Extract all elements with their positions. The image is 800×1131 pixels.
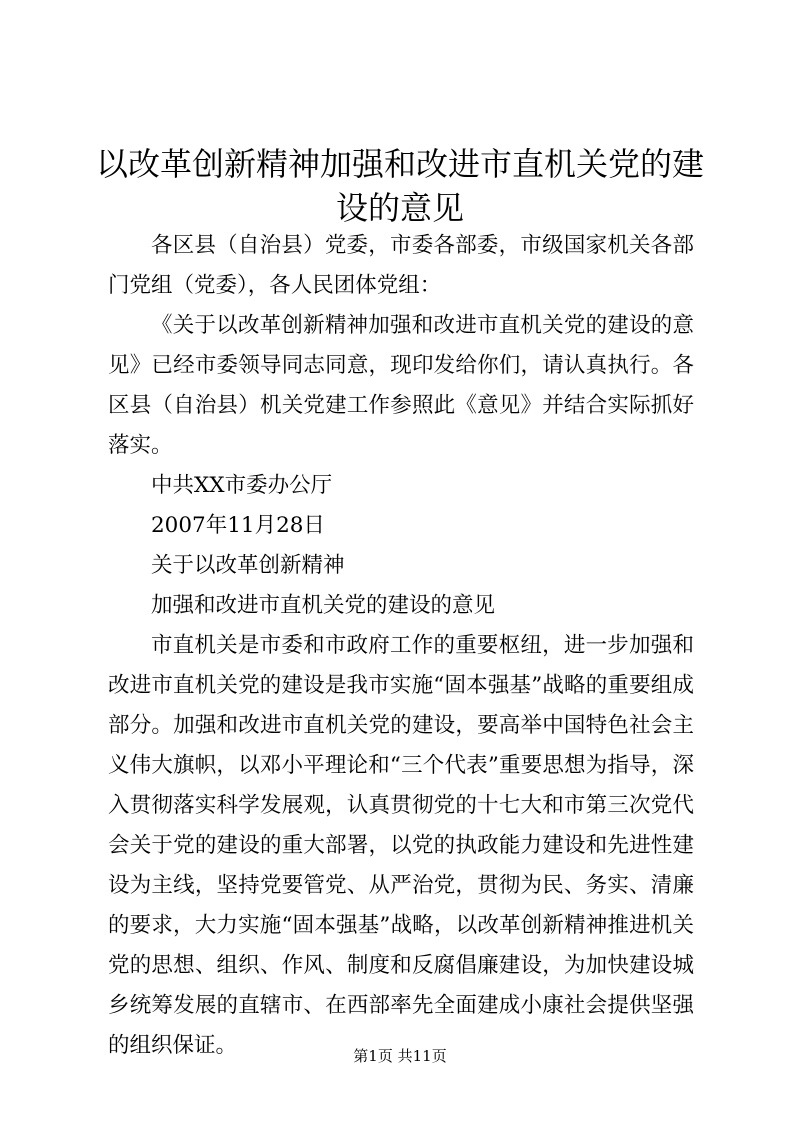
- page-indicator: 第1页 共11页: [353, 1047, 447, 1065]
- body-paragraph: 市直机关是市委和市政府工作的重要枢纽，进一步加强和改进市直机关党的建设是我市实施“固本强基”战略的重要组成部分。加强和改进市直机关党的建设，要高举中国特色社会主义伟大旗帜，以邓小平理论和“三个代表”重要思想为指导，深入贯彻落实科学发展观，认真贯彻党的十七大和市第三次党代会关于党的建设的重大部署，以党的执政能力建设和先进性建设为主线，坚持党要管党、从严治党，贯彻为民、务实、清廉的要求，大力实施“固本强基”战略，以改革创新精神推进机关党的思想、组织、作风、制度和反腐倡廉建设，为加快建设城乡统筹发展的直辖市、在西部率先全面建成小康社会提供坚强的组织保证。: [108, 633, 694, 1058]
- issuer-line: 中共XX市委办公厅: [151, 473, 333, 498]
- subtitle-line-2: 加强和改进市直机关党的建设的意见: [151, 593, 496, 618]
- document-body: [108, 226, 694, 1066]
- subtitle-line-1: 关于以改革创新精神: [151, 553, 345, 578]
- document-title: 以改革创新精神加强和改进市直机关党的建设的意见: [95, 145, 704, 227]
- notice-paragraph: 《关于以改革创新精神加强和改进市直机关党的建设的意见》已经市委领导同志同意，现印发给你们，请认真执行。各区县（自治县）机关党建工作参照此《意见》并结合实际抓好落实。: [108, 313, 694, 458]
- date-line: 2007年11月28日: [151, 513, 325, 538]
- salutation-paragraph: 各区县（自治县）党委，市委各部委，市级国家机关各部门党组（党委），各人民团体党组：: [108, 233, 694, 298]
